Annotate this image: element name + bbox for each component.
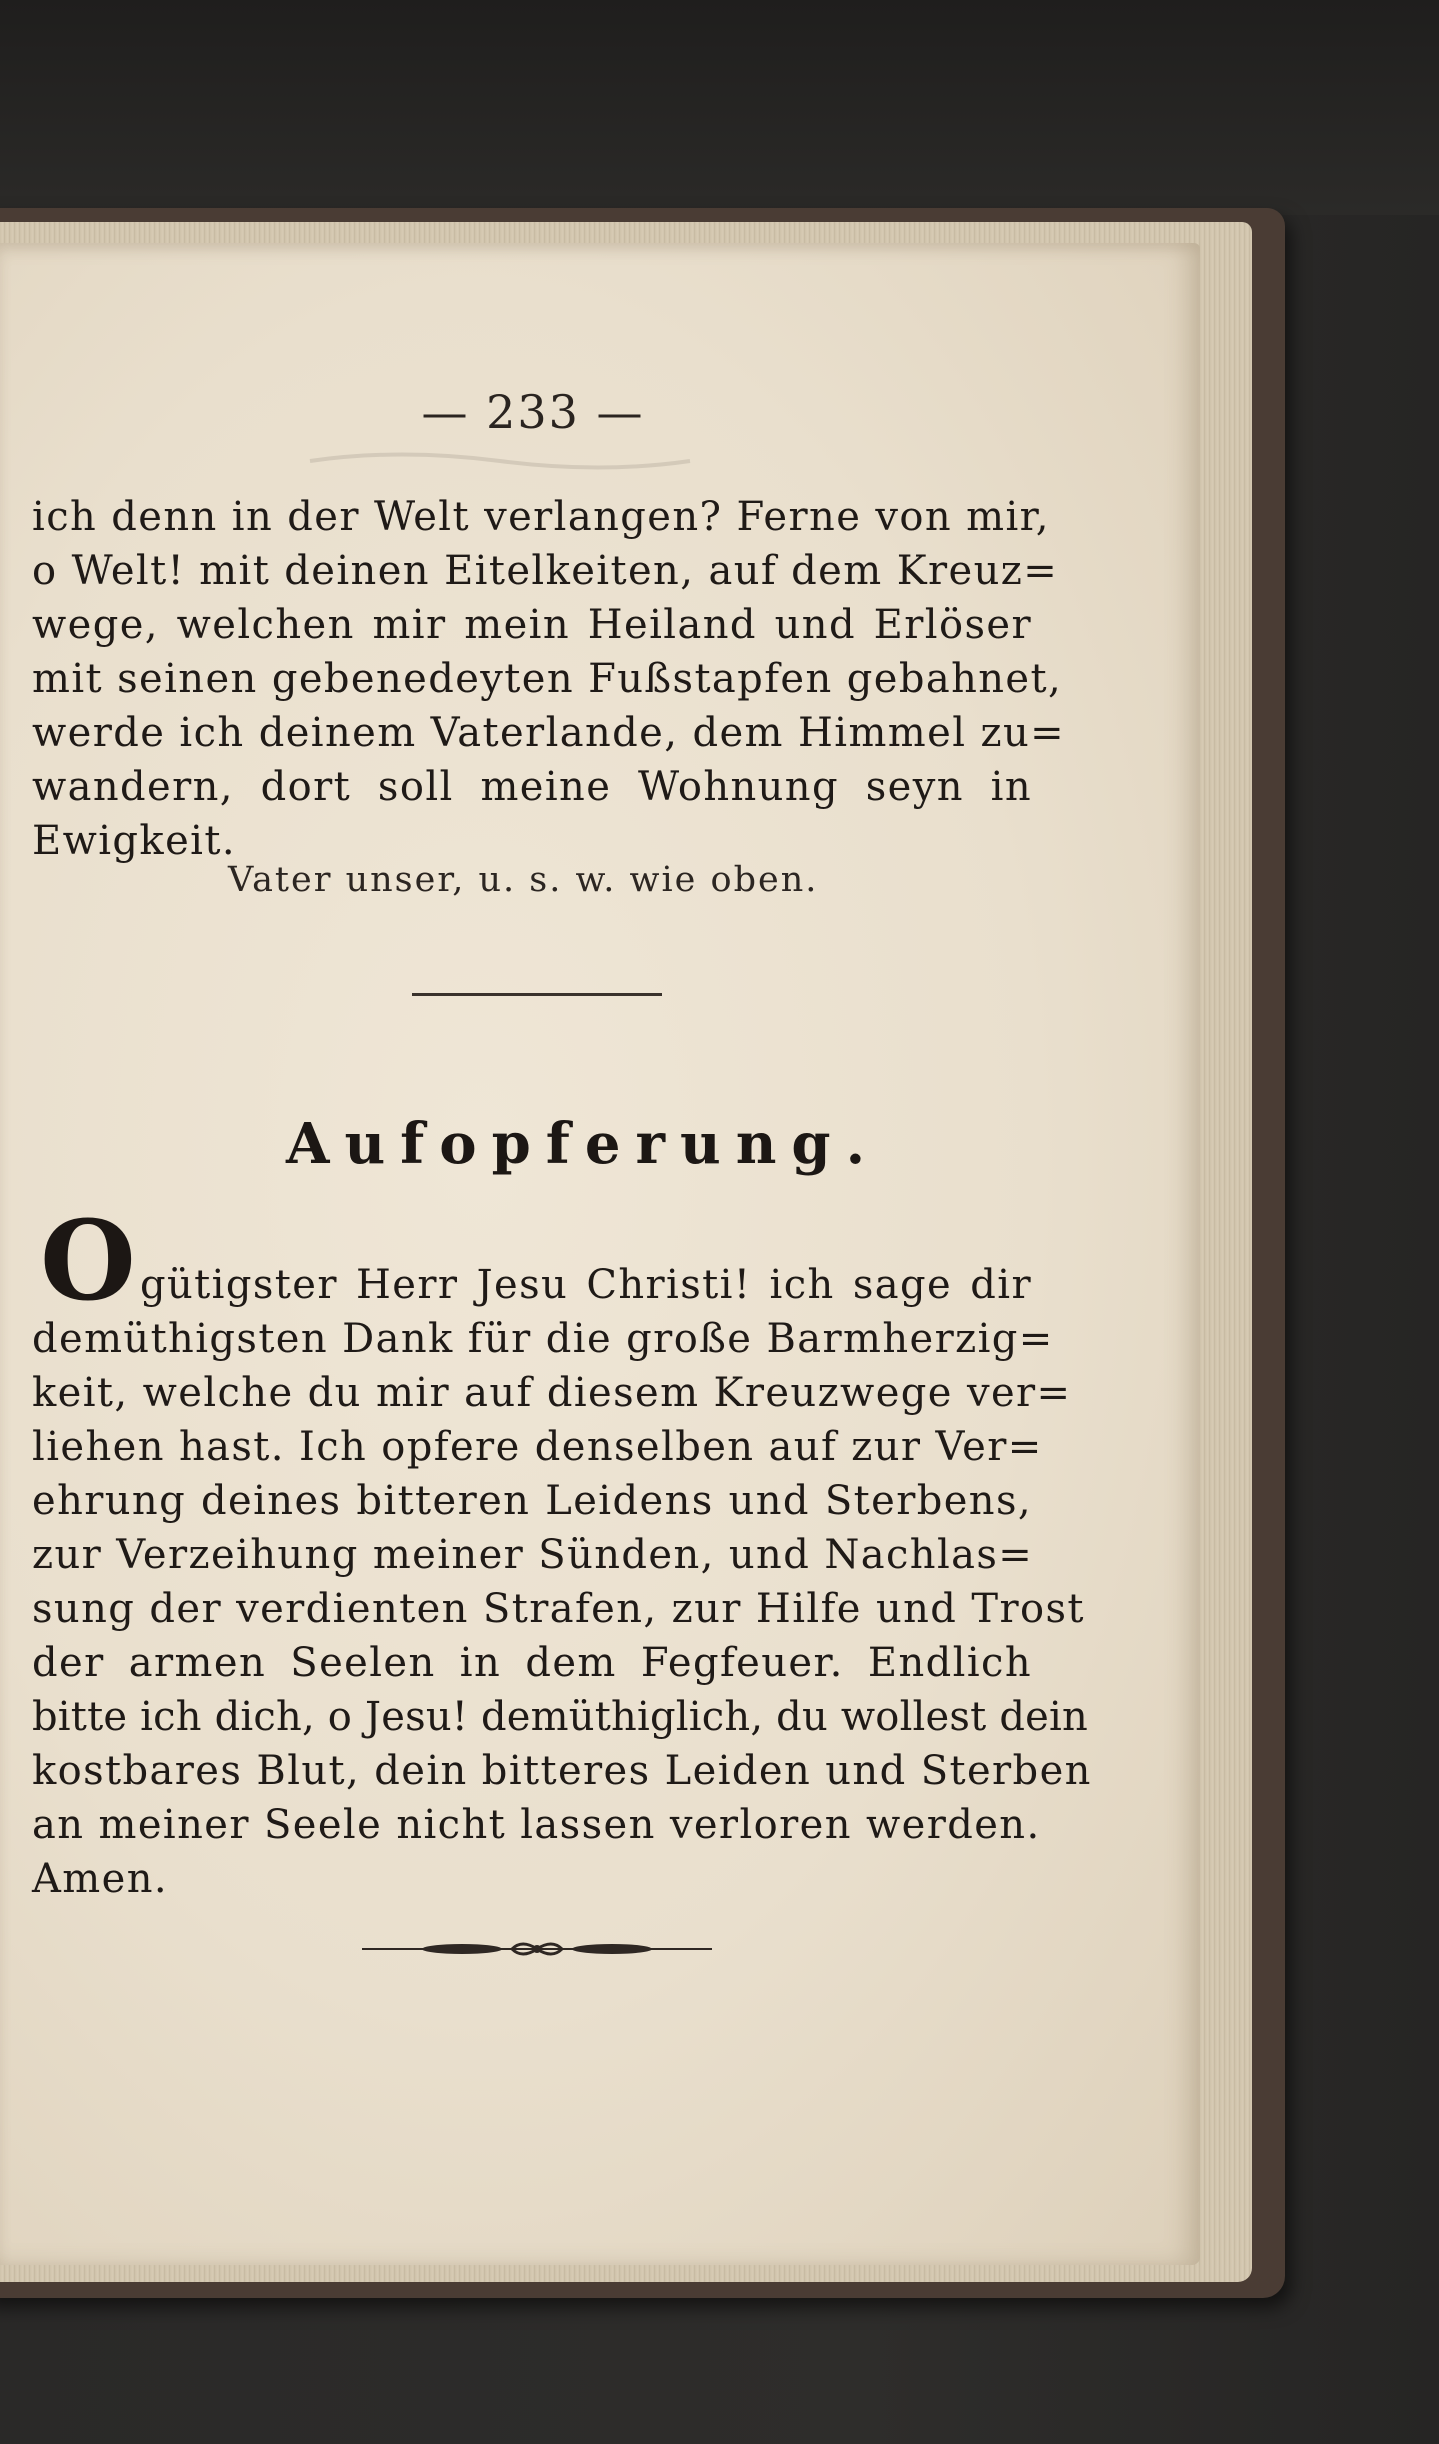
paragraph2-line: bitte ich dich, o Jesu! demüthiglich, du wollest dein [32,1694,1088,1740]
paragraph2-line: demüthigsten Dank für die große Barmherzig= [32,1316,1054,1362]
drop-cap: O [40,1196,136,1325]
prayer-caption: Vater unser, u. s. w. wie oben. [228,860,819,900]
paragraph2-line: ehrung deines bitteren Leidens und Sterbens, [32,1478,1032,1524]
page-number: — 233 — [421,385,645,439]
paragraph2-line: liehen hast. Ich opfere denselben auf zur Ver= [32,1424,1043,1470]
paragraph2-line: keit, welche du mir auf diesem Kreuzwege ver= [32,1370,1072,1416]
paragraph2-line: zur Verzeihung meiner Sünden, und Nachlas= [32,1532,1034,1578]
paragraph2-line: sung der verdienten Strafen, zur Hilfe und Trost [32,1586,1085,1632]
paragraph2-line: Amen. [32,1856,168,1902]
faint-ornament-top [300,448,700,474]
section-divider [412,993,662,996]
paragraph1-line: Ewigkeit. [32,818,236,864]
paragraph2-line: kostbares Blut, dein bitteres Leiden und Sterben [32,1748,1092,1794]
ornament-divider [362,1937,712,1961]
paragraph1-line: mit seinen gebenedeyten Fußstapfen gebahnet, [32,656,1063,702]
paragraph2-line: gütigster Herr Jesu Christi! ich sage dir [140,1262,1032,1308]
background-top [0,0,1439,215]
paragraph1-line: werde ich deinem Vaterlande, dem Himmel zu= [32,710,1066,756]
paragraph1-line: o Welt! mit deinen Eitelkeiten, auf dem Kreuz= [32,548,1059,594]
paragraph2-line: der armen Seelen in dem Fegfeuer. Endlich [32,1640,1032,1686]
paragraph1-line: wandern, dort soll meine Wohnung seyn in [32,764,1032,810]
paragraph1-line: ich denn in der Welt verlangen? Ferne von mir, [32,494,1050,540]
paragraph2-line: an meiner Seele nicht lassen verloren werden. [32,1802,1041,1848]
section-heading: Aufopferung. [286,1111,881,1177]
paragraph1-line: wege, welchen mir mein Heiland und Erlöser [32,602,1032,648]
